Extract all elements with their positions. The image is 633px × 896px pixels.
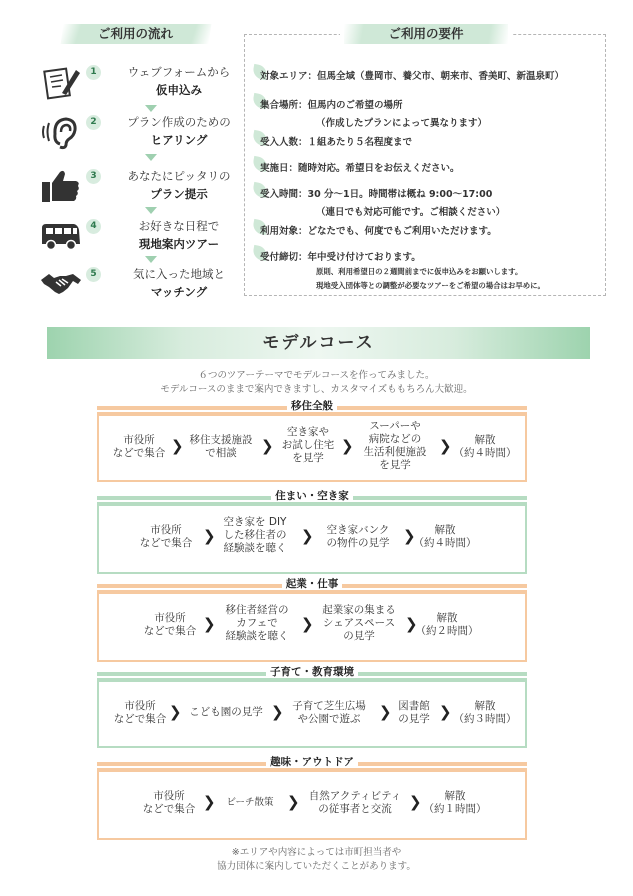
ear-icon	[40, 114, 82, 150]
course-step: 解散 （約１時間）	[423, 790, 487, 815]
handshake-icon	[40, 266, 82, 302]
course-step: こども園の見学	[189, 706, 263, 718]
course-step: 解散 （約３時間）	[453, 700, 517, 725]
step-line1: プラン作成のための	[127, 115, 231, 129]
req-area: 対象エリア：但馬全域（豊岡市、養父市、朝来市、香美町、新温泉町）	[250, 68, 600, 82]
req-people: 受入人数：１組あたり５名程度まで	[250, 134, 600, 148]
course-step: 空き家や お試し住宅 を見学	[281, 426, 335, 464]
footnote: 協力団体に案内していただくことがあります。	[217, 861, 416, 872]
course-step: 市役所 などで集合	[113, 700, 167, 725]
course-title: 起業・仕事	[97, 578, 527, 590]
course-kigyo	[97, 578, 527, 660]
model-course-intro: ６つのツアーテーマでモデルコースを作ってみました。	[198, 370, 435, 381]
course-step: 解散 （約４時間）	[413, 524, 477, 549]
step-line1: あなたにピッタリの	[127, 169, 231, 183]
flow-down-arrow	[145, 154, 157, 161]
course-step: 子育て芝生広場 や公園で遊ぶ	[292, 700, 366, 725]
course-step: 市役所 などで集合	[112, 434, 166, 459]
course-step: 解散 （約４時間）	[453, 434, 517, 459]
bus-icon	[40, 218, 82, 254]
chevron-right-icon: ❯	[439, 703, 452, 721]
req-date: 実施日：随時対応。希望日をお伝えください。	[250, 160, 600, 174]
flow-step-5	[40, 264, 240, 304]
req-target: 利用対象：どなたでも、何度でもご利用いただけます。	[250, 223, 600, 237]
step-line1: 気に入った地域と	[133, 267, 225, 281]
chevron-right-icon: ❯	[379, 703, 392, 721]
step-number: 1	[86, 65, 101, 80]
course-step: 解散 （約２時間）	[415, 612, 479, 637]
course-step: 市役所 などで集合	[142, 790, 196, 815]
footnote: ※エリアや内容によっては市町担当者や	[231, 847, 402, 858]
req-time: 受入時間：30 分～1日。時間帯は概ね 9:00～17:00 （連日でも対応可能です。ご相談ください）	[250, 186, 600, 218]
course-title: 趣味・アウトドア	[97, 756, 527, 768]
course-step: 起業家の集まる シェアスペース の見学	[322, 604, 396, 642]
requirements-title: ご利用の要件	[340, 24, 512, 44]
chevron-right-icon: ❯	[171, 437, 184, 455]
course-sumai	[97, 490, 527, 572]
course-shumi	[97, 756, 527, 840]
step-line1: お好きな日程で	[138, 219, 220, 233]
chevron-right-icon: ❯	[301, 615, 314, 633]
model-course-intro: モデルコースのままで案内できますし、カスタマイズももちろん大歓迎。	[160, 384, 473, 395]
model-course-banner: モデルコース	[47, 327, 590, 359]
course-step: 自然アクティビティ の従事者と交流	[308, 790, 402, 815]
step-line2: プラン提示	[150, 187, 208, 201]
course-step: 市役所 などで集合	[143, 612, 197, 637]
chevron-right-icon: ❯	[405, 615, 418, 633]
req-meeting: 集合場所：但馬内のご希望の場所 （作成したプランによって異なります）	[250, 97, 600, 129]
course-kosodate	[97, 666, 527, 748]
flow-step-2	[40, 112, 240, 152]
step-number: 3	[86, 169, 101, 184]
thumbs-up-icon	[40, 168, 82, 204]
flow-down-arrow	[145, 256, 157, 263]
step-line2: 仮申込み	[156, 83, 202, 97]
step-line2: 現地案内ツアー	[138, 237, 220, 251]
chevron-right-icon: ❯	[169, 703, 182, 721]
form-pen-icon	[40, 64, 82, 100]
course-step: 移住者経営の カフェで 経験談を聴く	[225, 604, 289, 642]
chevron-right-icon: ❯	[409, 793, 422, 811]
flow-step-1	[40, 62, 240, 102]
course-step: 空き家を DIY した移住者の 経験談を聴く	[223, 516, 287, 554]
flow-step-3	[40, 166, 240, 206]
chevron-right-icon: ❯	[203, 615, 216, 633]
chevron-right-icon: ❯	[301, 527, 314, 545]
course-step: 空き家バンク の物件の見学	[326, 524, 390, 549]
step-number: 4	[86, 219, 101, 234]
course-title: 子育て・教育環境	[97, 666, 527, 678]
course-step: 移住支援施設 で相談	[189, 434, 253, 459]
chevron-right-icon: ❯	[287, 793, 300, 811]
req-deadline: 受付締切：年中受け付けております。 原則、利用希望日の２週間前までに仮申込みをお願いします。 現地受入団体等との調整が必要なツアーをご希望の場合はお早めに。	[250, 249, 600, 293]
step-number: 2	[86, 115, 101, 130]
chevron-right-icon: ❯	[203, 793, 216, 811]
flow-down-arrow	[145, 207, 157, 214]
chevron-right-icon: ❯	[341, 437, 354, 455]
course-title: 住まい・空き家	[97, 490, 527, 502]
chevron-right-icon: ❯	[203, 527, 216, 545]
step-line2: マッチング	[150, 285, 208, 299]
flow-down-arrow	[145, 105, 157, 112]
chevron-right-icon: ❯	[403, 527, 416, 545]
course-title: 移住全般	[97, 400, 527, 412]
course-step: 市役所 などで集合	[139, 524, 193, 549]
course-step: ビーチ散策	[226, 797, 274, 808]
step-number: 5	[86, 267, 101, 282]
step-line2: ヒアリング	[150, 133, 208, 147]
flow-title: ご利用の流れ	[61, 24, 212, 44]
course-step: 図書館 の見学	[398, 700, 430, 725]
flow-step-4	[40, 216, 240, 256]
course-step: スーパーや 病院などの 生活利便施設 を見学	[363, 420, 427, 471]
course-iju	[97, 400, 527, 482]
chevron-right-icon: ❯	[439, 437, 452, 455]
chevron-right-icon: ❯	[271, 703, 284, 721]
chevron-right-icon: ❯	[261, 437, 274, 455]
step-line1: ウェブフォームから	[127, 65, 231, 79]
